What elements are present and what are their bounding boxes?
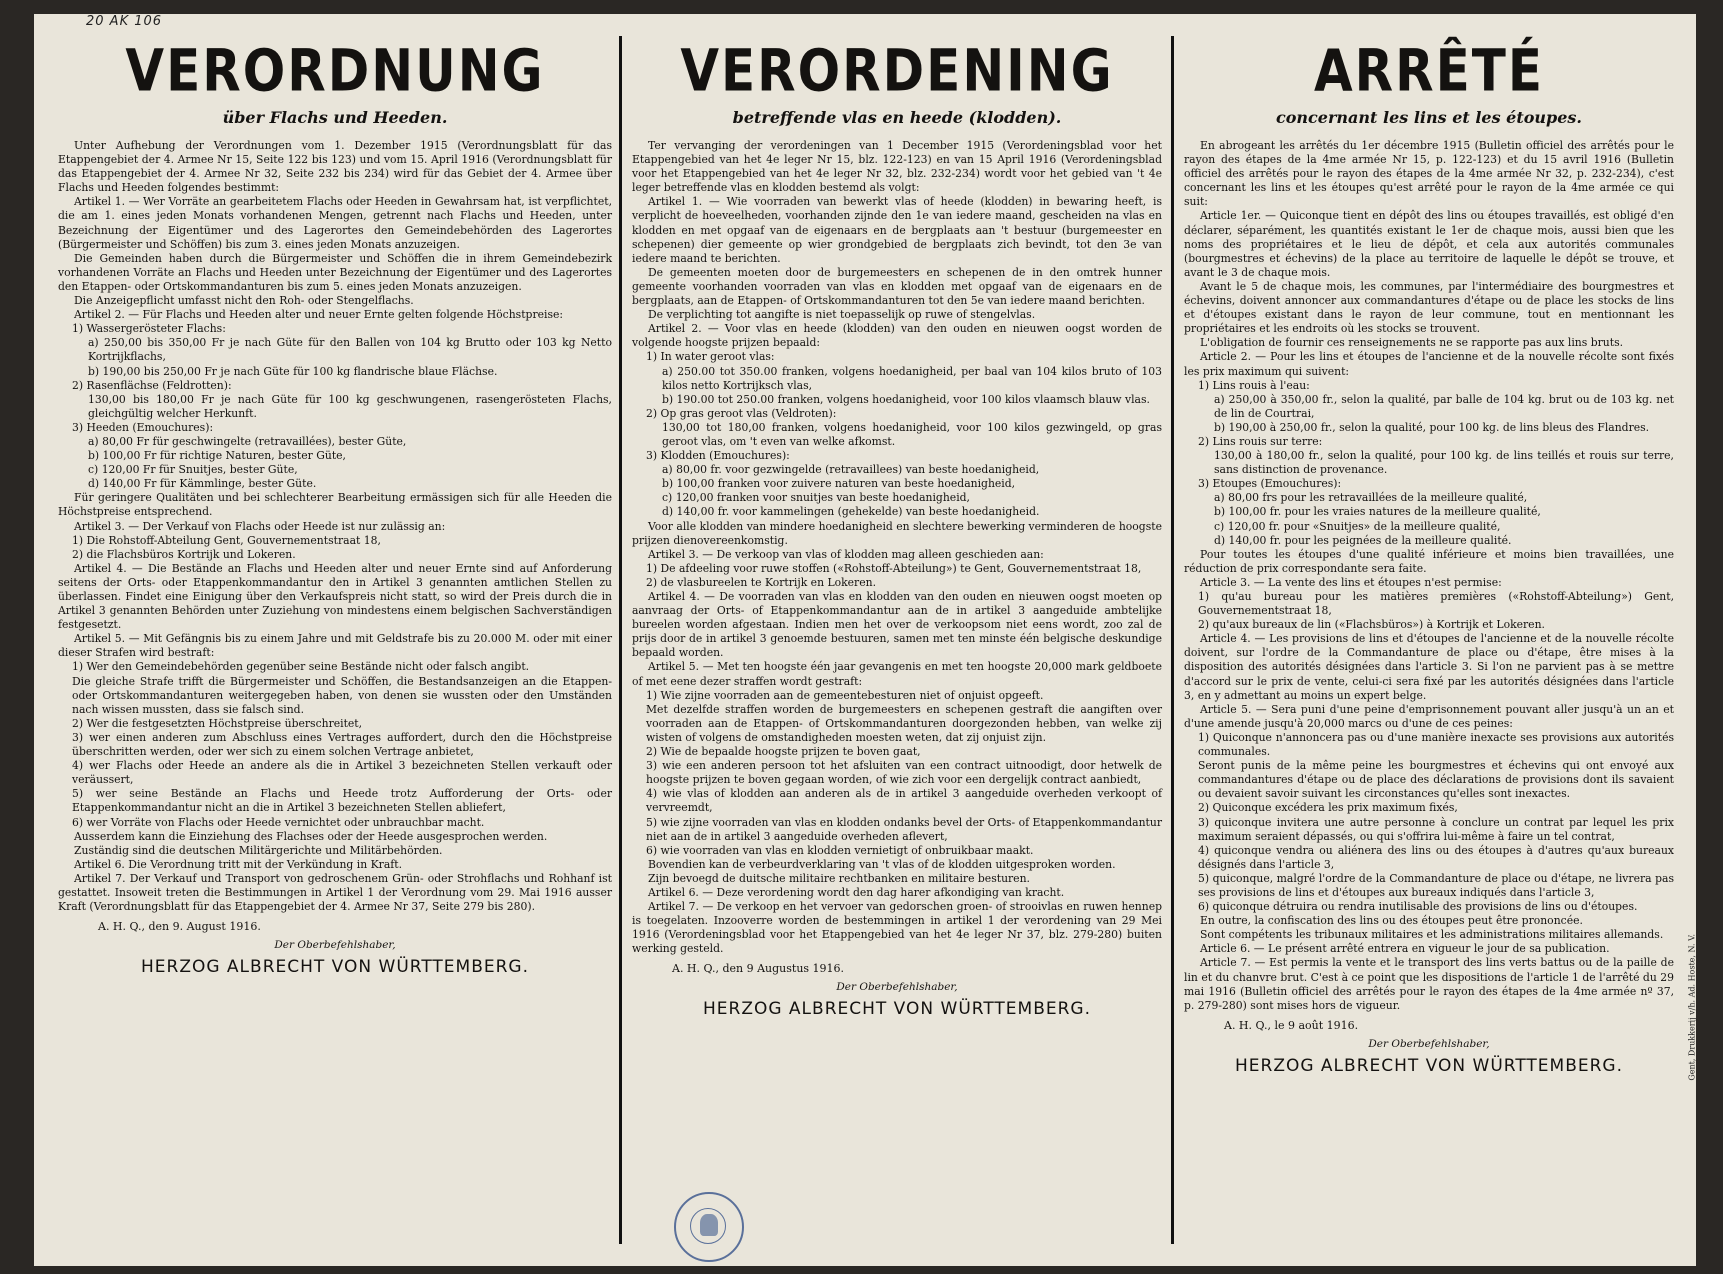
paragraph: 2) Op gras geroot vlas (Veldroten): <box>646 406 837 420</box>
paragraph: Article 4. — Les provisions de lins et d'étoupes de l'ancienne et de la nouvelle récolte doivent, sur l'ordre de la Commandanture de place ou d'étape, être mises à la disposition des autorités désignées dans l'article 3. Si l'on ne parvient pas à se mettre d'accord sur le prix de vente, celui-ci sera fixé par les autorités désignées dans l'article 3, en y admettant au moins un expert belge. <box>1184 632 1674 702</box>
paragraph: 4) wer Flachs oder Heede an andere als die in Artikel 3 bezeichneten Stellen verkauft oder veräussert, <box>72 759 612 787</box>
paragraph: a) 80,00 frs pour les retravaillées de la meilleure qualité, <box>1214 491 1528 505</box>
paragraph: a) 250,00 à 350,00 fr., selon la qualité, par balle de 104 kg. brut ou de 103 kg. net de lin de Courtrai, <box>1214 392 1674 420</box>
body-french <box>1184 139 1674 1013</box>
paragraph: Article 2. — Pour les lins et étoupes de l'ancienne et de la nouvelle récolte sont fixés les prix maximum qui suivent: <box>1184 350 1674 378</box>
signature-german: HERZOG ALBRECHT VON WÜRTTEMBERG. <box>140 957 530 978</box>
paragraph: 1) Wie zijne voorraden aan de gemeentebesturen niet of onjuist opgeeft. <box>646 688 1044 702</box>
body-dutch <box>632 139 1162 956</box>
subtitle-dutch: betreffende vlas en heede (klodden). <box>732 108 1062 127</box>
paragraph: Article 6. — Le présent arrêté entrera en vigueur le jour de sa publication. <box>1200 942 1610 956</box>
paragraph: 2) die Flachsbüros Kortrijk und Lokeren. <box>72 547 296 561</box>
column-divider <box>1171 36 1174 1244</box>
paragraph: Zijn bevoegd de duitsche militaire rechtbanken en militaire besturen. <box>648 871 1030 885</box>
paragraph: 3) Klodden (Emouchures): <box>646 449 790 463</box>
title-french: ARRÊTÉ <box>1313 37 1545 105</box>
column-dutch <box>632 36 1162 1019</box>
paragraph: 3) wer einen anderen zum Abschluss eines Vertrages auffordert, durch den die Höchstpreise überschritten werden, oder wer sich zu einem solchen Vertrage anbietet, <box>72 730 612 759</box>
printer-imprint: Gent, Drukkerij v/h. Ad. Hoste, N. V. <box>1688 934 1697 1081</box>
paragraph: Artikel 7. — De verkoop en het vervoer van gedorschen groen- of strooivlas en ruwen hennep is toegelaten. Inzooverre worden de bestemmingen in artikel 1 der verordening van 29 Mei 1916 (Verordeningsblad voor het Etappengebied van het 4e leger Nr 37, blz. 279-280) buiten werking gesteld. <box>632 900 1162 956</box>
paragraph: a) 250,00 bis 350,00 Fr je nach Güte für den Ballen von 104 kg Brutto oder 103 kg Netto Kortrijkflachs, <box>88 336 612 364</box>
paragraph: 4) quiconque vendra ou aliénera des lins ou des étoupes à d'autres qu'aux bureaux désignés dans l'article 3, <box>1198 843 1674 871</box>
paragraph: En outre, la confiscation des lins ou des étoupes peut être prononcée. <box>1200 914 1583 928</box>
title-german: VERORDNUNG <box>125 37 545 105</box>
paragraph: Artikel 2. — Voor vlas en heede (klodden) van den ouden en nieuwen oogst worden de volgende hoogste prijzen bepaald: <box>632 322 1162 350</box>
paragraph: 130,00 tot 180,00 franken, volgens hoedanigheid, voor 100 kilos gezwingeld, op gras geroot vlas, om 't even van welke afkomst. <box>662 420 1162 448</box>
title-dutch: VERORDENING <box>680 37 1114 105</box>
paragraph: b) 100,00 franken voor zuivere naturen van beste hoedanigheid, <box>662 477 1016 491</box>
paragraph: 1) In water geroot vlas: <box>646 350 775 364</box>
paragraph: Article 1er. — Quiconque tient en dépôt des lins ou étoupes travaillés, est obligé d'en déclarer, séparément, les quantités existant le 1er de chaque mois, aussi bien que les noms des propriétaires et le lieu de dépôt, et cela aux autorités communales (bourgmestres et échevins) de la place au territoire de laquelle le dépôt se trouve, et avant le 3 de chaque mois. <box>1184 209 1674 279</box>
paragraph: 1) Wer den Gemeindebehörden gegenüber seine Bestände nicht oder falsch angibt. <box>72 660 530 674</box>
paragraph: Ter vervanging der verordeningen van 1 December 1915 (Verordeningsblad voor het Etappengebied van het 4e leger Nr 15, blz. 122-123) en van 15 April 1916 (Verordeningsblad voor het Etappengebied van het 4e leger Nr 32, blz. 232-234) wordt voor het gebied van 't 4e leger betreffende vlas en klodden bestemd als volgt: <box>632 139 1162 195</box>
paragraph: Artikel 6. — Deze verordening wordt den dag harer afkondiging van kracht. <box>648 885 1065 899</box>
signature-french: HERZOG ALBRECHT VON WÜRTTEMBERG. <box>1234 1055 1624 1076</box>
date-dutch: A. H. Q., den 9 Augustus 1916. <box>672 962 845 976</box>
paragraph: Artikel 4. — Die Bestände an Flachs und Heeden alter und neuer Ernte sind auf Anforderung seitens der Orts- oder Etappenkommandantur den in Artikel 3 genannten amtlichen Stellen zu überlassen. Findet eine Einigung über den Verkaufspreis nicht statt, so wird der Preis durch die in Artikel 3 genannten Behörden unter Zuziehung von mindestens einem belgischen Sachverständigen festgesetzt. <box>58 561 612 632</box>
paragraph: Für geringere Qualitäten und bei schlechterer Bearbeitung ermässigen sich für alle Heeden die Höchstpreise entsprechend. <box>58 491 612 519</box>
paragraph: b) 190,00 bis 250,00 Fr je nach Güte für 100 kg flandrische blaue Flächse. <box>88 364 498 378</box>
paragraph: Sont compétents les tribunaux militaires et les administrations militaires allemands. <box>1200 928 1664 942</box>
paragraph: 6) wer Vorräte von Flachs oder Heede vernichtet oder unbrauchbar macht. <box>72 815 485 829</box>
paragraph: b) 100,00 fr. pour les vraies natures de la meilleure qualité, <box>1214 505 1541 519</box>
paragraph: Unter Aufhebung der Verordnungen vom 1. Dezember 1915 (Verordnungsblatt für das Etappengebiet der 4. Armee Nr 15, Seite 122 bis 123) und vom 15. April 1916 (Verordnungsblatt für das Etappengebiet der 4. Armee Nr 32, Seite 232 bis 234) wird für das Gebiet der 4. Armee über Flachs und Heeden folgendes bestimmt: <box>58 139 612 195</box>
paragraph: 1) Lins rouis à l'eau: <box>1198 378 1310 392</box>
paragraph: Avant le 5 de chaque mois, les communes, par l'intermédiaire des bourgmestres et échevins, doivent annoncer aux commandantures d'étape ou de place les stocks de lins et d'étoupes existant dans le rayon de leur commune, tout en mentionnant les propriétaires et les endroits où les stocks se trouvent. <box>1184 279 1674 336</box>
paragraph: Seront punis de la même peine les bourgmestres et échevins qui ont envoyé aux commandantures d'étape ou de place des déclarations de provisions dont ils savaient ou devaient savoir suivant les circonstances qu'elles sont inexactes. <box>1198 759 1674 801</box>
date-french: A. H. Q., le 9 août 1916. <box>1224 1018 1359 1032</box>
paragraph: a) 80,00 Fr für geschwingelte (retravaillées), bester Güte, <box>88 434 407 448</box>
paragraph: 2) Rasenflächse (Feldrotten): <box>72 378 232 392</box>
paragraph: 1) Wassergerösteter Flachs: <box>72 322 226 336</box>
archive-mark: 20 AK 106 <box>86 14 163 29</box>
paragraph: 4) wie vlas of klodden aan anderen als de in artikel 3 aangeduide overheden verkoopt of vervreemdt, <box>646 787 1162 815</box>
paragraph: c) 120,00 Fr für Snuitjes, bester Güte, <box>88 463 298 477</box>
signature-dutch: HERZOG ALBRECHT VON WÜRTTEMBERG. <box>702 999 1092 1020</box>
paragraph: 2) Wer die festgesetzten Höchstpreise überschreitet, <box>72 716 363 730</box>
paragraph: 2) qu'aux bureaux de lin («Flachsbüros») à Kortrijk et Lokeren. <box>1198 618 1545 632</box>
paragraph: 5) wie zijne voorraden van vlas en klodden ondanks bevel der Orts- of Etappenkommandantur niet aan de in artikel 3 aangeduide overheden aflevert, <box>646 815 1162 843</box>
paragraph: 1) Die Rohstoff-Abteilung Gent, Gouvernementstraat 18, <box>72 533 381 547</box>
date-german: A. H. Q., den 9. August 1916. <box>98 920 261 934</box>
paragraph: Artikel 5. — Met ten hoogste één jaar gevangenis en met ten hoogste 20,000 mark geldboete of met eene dezer straffen wordt gestraft: <box>632 660 1162 688</box>
paragraph: Ausserdem kann die Einziehung des Flachses oder der Heede ausgesprochen werden. <box>74 829 548 843</box>
paragraph: 1) De afdeeling voor ruwe stoffen («Rohstoff-Abteilung») te Gent, Gouvernementstraat 18, <box>646 561 1142 575</box>
paragraph: 3) Heeden (Emouchures): <box>72 420 214 434</box>
paragraph: 1) qu'au bureau pour les matières premières («Rohstoff-Abteilung») Gent, Gouvernementstraat 18, <box>1198 590 1674 618</box>
paragraph: Bovendien kan de verbeurdverklaring van 't vlas of de klodden uitgesproken worden. <box>648 857 1116 871</box>
paragraph: 3) wie een anderen persoon tot het afsluiten van een contract uitnoodigt, door hetwelk de hoogste prijzen te boven gegaan worden, of wie zich voor een dergelijk contract aanbiedt, <box>646 759 1162 787</box>
paragraph: Artikel 1. — Wie voorraden van bewerkt vlas of heede (klodden) in bewaring heeft, is verplicht de hoeveelheden, voorhanden zijnde den 1e van iedere maand, gescheiden na vlas en klodden en met opgaaf van de eigenaars en de bergplaats aan 't bestuur (burgemeester en schepenen) dier gemeente op wier grondgebied de bergplaats zich bevindt, tot den 3e van iedere maand te berichten. <box>632 195 1162 265</box>
paragraph: 6) wie voorraden van vlas en klodden vernietigt of onbruikbaar maakt. <box>646 843 1034 857</box>
lion-emblem-icon <box>700 1214 718 1236</box>
paragraph: b) 190.00 tot 250.00 franken, volgens hoedanigheid, voor 100 kilos vlaamsch blauw vlas. <box>662 392 1150 406</box>
paragraph: b) 100,00 Fr für richtige Naturen, bester Güte, <box>88 449 346 463</box>
proclamation-poster <box>34 14 1696 1266</box>
paragraph: Artikel 7. Der Verkauf und Transport von gedroschenem Grün- oder Strohflachs und Rohhanf ist gestattet. Insoweit treten die Bestimmungen in Artikel 1 der Verordnung vom 29. Mai 1916 ausser Kraft (Verordnungsblatt für das Etappengebiet der 4. Armee Nr 37, Seite 279 bis 280). <box>58 871 612 914</box>
paragraph: a) 80,00 fr. voor gezwingelde (retravaillees) van beste hoedanigheid, <box>662 463 1040 477</box>
paragraph: Artikel 3. — Der Verkauf von Flachs oder Heede ist nur zulässig an: <box>74 519 446 533</box>
paragraph: En abrogeant les arrêtés du 1er décembre 1915 (Bulletin officiel des arrêtés pour le rayon des étapes de la 4me armée Nr 15, p. 122-123) et du 15 avril 1916 (Bulletin officiel des arrêtés pour le rayon des étapes de la 4me armée Nr 32, p. 232-234), c'est concernant les lins et les étoupes qu'est arrêté pour le rayon de la 4me armée ce qui suit: <box>1184 139 1674 209</box>
column-divider <box>619 36 622 1244</box>
paragraph: L'obligation de fournir ces renseignements ne se rapporte pas aux lins bruts. <box>1200 336 1624 350</box>
paragraph: b) 190,00 à 250,00 fr., selon la qualité, pour 100 kg. de lins bleus des Flandres. <box>1214 420 1650 434</box>
paragraph: Voor alle klodden van mindere hoedanigheid en slechtere bewerking verminderen de hoogste prijzen dienovereenkomstig. <box>632 519 1162 547</box>
paragraph: 3) Etoupes (Emouchures): <box>1198 477 1342 491</box>
role-dutch: Der Oberbefehlshaber, <box>836 981 958 994</box>
paragraph: 5) wer seine Bestände an Flachs und Heede trotz Aufforderung der Orts- oder Etappenkommandantur nicht an die in Artikel 3 bezeichneten Stellen abliefert, <box>72 787 612 815</box>
paragraph: d) 140,00 Fr für Kämmlinge, bester Güte. <box>88 477 317 491</box>
paragraph: Artikel 1. — Wer Vorräte an gearbeitetem Flachs oder Heeden in Gewahrsam hat, ist verpflichtet, die am 1. eines jeden Monats vorhandenen Mengen, getrennt nach Flachs und Heeden, unter Bezeichnung der Eigentümer und des Lagerortes den Gemeindebehörden des Lagerortes (Bürgermeister und Schöffen) bis zum 3. eines jeden Monats anzuzeigen. <box>58 195 612 251</box>
paragraph: 2) de vlasbureelen te Kortrijk en Lokeren. <box>646 575 876 589</box>
paragraph: Artikel 4. — De voorraden van vlas en klodden van den ouden en nieuwen oogst moeten op aanvraag der Orts- of Etappenkommandantur aan de in artikel 3 aangeduide ambtelijke bureelen worden afgestaan. Indien men het over de verkoopsom niet eens wordt, zoo zal de prijs door de in artikel 3 genoemde bestuuren, samen met ten minste één belgische deskundige bepaald worden. <box>632 590 1162 660</box>
paragraph: Artikel 6. Die Verordnung tritt mit der Verkündung in Kraft. <box>74 857 403 871</box>
paragraph: c) 120,00 fr. pour «Snuitjes» de la meilleure qualité, <box>1214 519 1501 533</box>
column-french <box>1184 36 1674 1076</box>
paragraph: 1) Quiconque n'annoncera pas ou d'une manière inexacte ses provisions aux autorités communales. <box>1198 730 1674 759</box>
paragraph: Pour toutes les étoupes d'une qualité inférieure et moins bien travaillées, une réduction de prix correspondante sera faite. <box>1184 547 1674 575</box>
library-stamp-icon <box>674 1192 744 1262</box>
paragraph: 2) Wie de bepaalde hoogste prijzen te boven gaat, <box>646 745 921 759</box>
paragraph: 3) quiconque invitera une autre personne à conclure un contrat par lequel les prix maximum seraient dépassés, ou qui s'offrira lui-même à faire un tel contrat, <box>1198 815 1674 843</box>
role-german: Der Oberbefehlshaber, <box>274 939 396 952</box>
paragraph: d) 140,00 fr. voor kammelingen (gehekelde) van beste hoedanigheid. <box>662 505 1040 519</box>
role-french: Der Oberbefehlshaber, <box>1368 1037 1490 1050</box>
subtitle-german: über Flachs und Heeden. <box>222 108 448 127</box>
paragraph: 2) Lins rouis sur terre: <box>1198 434 1323 448</box>
paragraph: Die Gemeinden haben durch die Bürgermeister und Schöffen die in ihrem Gemeindebezirk vorhandenen Vorräte an Flachs und Heeden unter Bezeichnung der Eigentümer und des Lagerortes den Etappen- oder Ortskommandanturen bis zum 5. eines jeden Monats anzuzeigen. <box>58 251 612 293</box>
paragraph: Met dezelfde straffen worden de burgemeesters en schepenen gestraft die aangiften over voorraden aan de Etappen- of Ortskommandanturen doorgezonden hebben, van welke zij wisten of volgens de omstandigheden moesten weten, dat zij onjuist zijn. <box>646 702 1162 744</box>
paragraph: Article 7. — Est permis la vente et le transport des lins verts battus ou de la paille de lin et du chanvre brut. C'est à ce point que les dispositions de l'article 1 de l'arrêté du 29 mai 1916 (Bulletin officiel des arrêtés pour le rayon des étapes de la 4me armée nº 37, p. 279-280) sont mises hors de vigueur. <box>1184 956 1674 1012</box>
paragraph: Die Anzeigepflicht umfasst nicht den Roh- oder Stengelflachs. <box>74 294 414 308</box>
paragraph: d) 140,00 fr. pour les peignées de la meilleure qualité. <box>1214 533 1512 547</box>
paragraph: Article 5. — Sera puni d'une peine d'emprisonnement pouvant aller jusqu'à un an et d'une amende jusqu'à 20,000 marcs ou d'une de ces peines: <box>1184 702 1674 730</box>
paragraph: 130,00 à 180,00 fr., selon la qualité, pour 100 kg. de lins teillés et rouis sur terre, sans distinction de provenance. <box>1214 449 1674 477</box>
paragraph: a) 250.00 tot 350.00 franken, volgens hoedanigheid, per baal van 104 kilos bruto of 103 kilos netto Kortrijksch vlas, <box>662 364 1162 392</box>
paragraph: 5) quiconque, malgré l'ordre de la Commandanture de place ou d'étape, ne livrera pas ses provisions de lins et d'étoupes aux bureaux indiqués dans l'article 3, <box>1198 871 1674 899</box>
paragraph: Artikel 2. — Für Flachs und Heeden alter und neuer Ernte gelten folgende Höchstpreise: <box>74 308 564 322</box>
paragraph: Article 3. — La vente des lins et étoupes n'est permise: <box>1200 575 1502 589</box>
paragraph: Artikel 3. — De verkoop van vlas of klodden mag alleen geschieden aan: <box>648 547 1044 561</box>
paragraph: De verplichting tot aangifte is niet toepasselijk op ruwe of stengelvlas. <box>648 308 1036 322</box>
paragraph: 6) quiconque détruira ou rendra inutilisable des provisions de lins ou d'étoupes. <box>1198 900 1638 914</box>
paragraph: Artikel 5. — Mit Gefängnis bis zu einem Jahre und mit Geldstrafe bis zu 20.000 M. oder mit einer dieser Strafen wird bestraft: <box>58 632 612 660</box>
subtitle-french: concernant les lins et les étoupes. <box>1276 108 1582 127</box>
column-german <box>58 36 612 977</box>
paragraph: 2) Quiconque excédera les prix maximum fixés, <box>1198 801 1458 815</box>
paragraph: De gemeenten moeten door de burgemeesters en schepenen de in den omtrek hunner gemeente voorhanden voorraden van vlas en klodden met opgaaf van de eigenaars en de bergplaats, aan de Etappen- of Ortskommandanturen tot den 5e van iedere maand berichten. <box>632 265 1162 308</box>
paragraph: 130,00 bis 180,00 Fr je nach Güte für 100 kg geschwungenen, rasengerösteten Flachs, gleichgültig welcher Herkunft. <box>88 392 612 420</box>
paragraph: c) 120,00 franken voor snuitjes van beste hoedanigheid, <box>662 491 970 505</box>
paragraph: Zuständig sind die deutschen Militärgerichte und Militärbehörden. <box>74 843 443 857</box>
body-german <box>58 139 612 914</box>
paragraph: Die gleiche Strafe trifft die Bürgermeister und Schöffen, die Bestandsanzeigen an die Etappen- oder Ortskommandanturen weitergegeben haben, von denen sie wussten oder den Umständen nach wissen mussten, dass sie falsch sind. <box>72 674 612 716</box>
